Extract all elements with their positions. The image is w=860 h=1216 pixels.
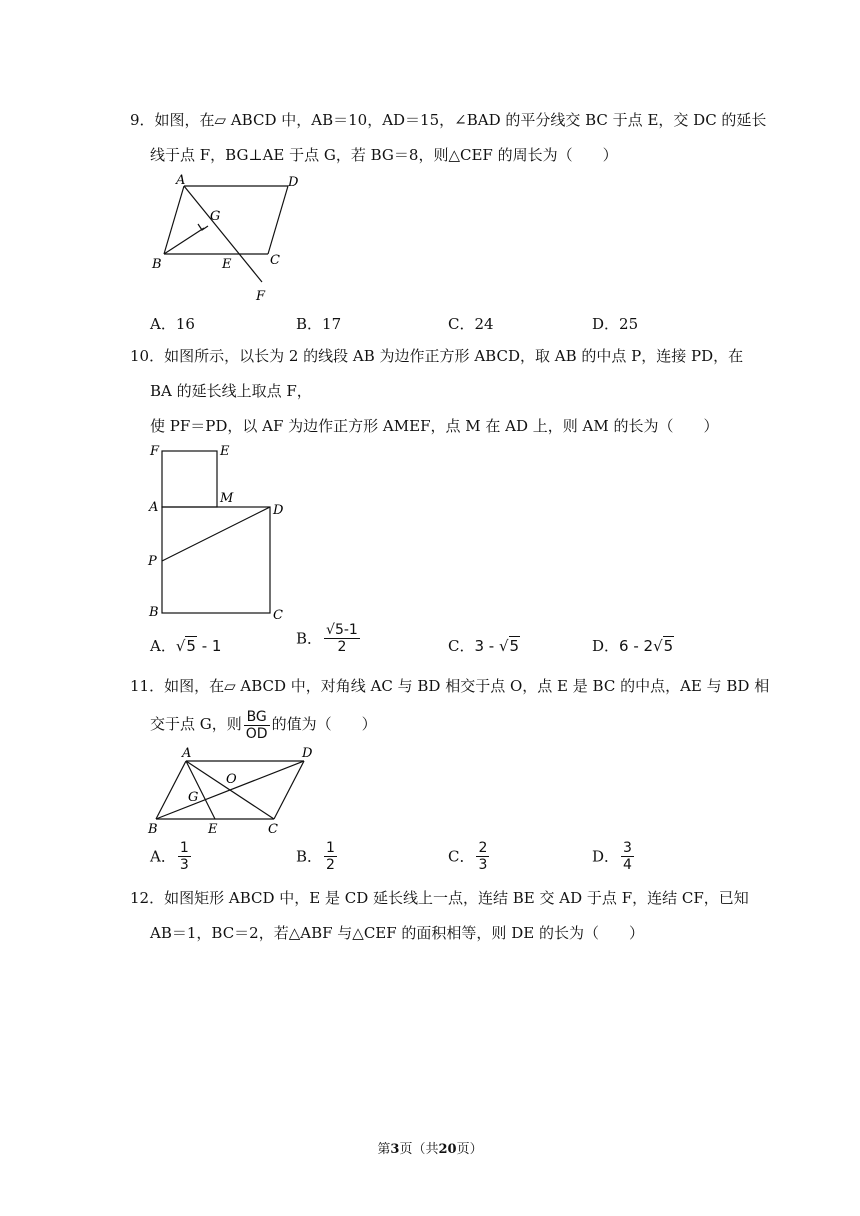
q11-option-d-denominator: 4 bbox=[623, 857, 632, 873]
q10-option-b-numerator-rest: -1 bbox=[343, 622, 358, 638]
q10-figure bbox=[140, 440, 300, 625]
q11-option-a-numerator: 1 bbox=[179, 840, 189, 856]
q11-option-c-prefix: C． bbox=[448, 847, 475, 866]
q11-option-b-denominator: 2 bbox=[326, 857, 335, 873]
q10-label-C: C bbox=[273, 608, 283, 623]
q11-label-C: C bbox=[268, 822, 278, 837]
q11-option-d-numerator: 3 bbox=[623, 840, 632, 856]
q10-label-F: F bbox=[150, 444, 160, 459]
q11-option-b-numerator: 1 bbox=[326, 840, 335, 856]
q11-label-G: G bbox=[188, 790, 199, 805]
q10-label-P: P bbox=[148, 554, 157, 569]
q10-option-b-radicand: 5 bbox=[334, 622, 344, 638]
q12-text-line2: AB＝1，BC＝2，若△ABF 与△CEF 的面积相等，则 DE 的长为（ ） bbox=[150, 924, 644, 942]
q9-option-b: B．17 bbox=[296, 315, 342, 333]
q10-option-d bbox=[592, 636, 674, 656]
q10-label-A: A bbox=[149, 500, 159, 515]
q11-fraction-numerator: BG bbox=[244, 709, 270, 726]
page-footer bbox=[0, 1138, 860, 1157]
q9-label-G: G bbox=[210, 209, 221, 224]
footer-mid: 页（共 bbox=[399, 1142, 439, 1157]
q11-fraction-bg-od bbox=[244, 709, 270, 742]
q10-text-line2: BA 的延长线上取点 F， bbox=[150, 382, 312, 400]
q10-option-b-fraction: $\frac{√5-1}{2}$ bbox=[326, 622, 358, 655]
q10-option-c-radical: √5 bbox=[498, 637, 520, 655]
q10-text-line3: 使 PF＝PD，以 AF 为边作正方形 AMEF，点 M 在 AD 上，则 AM 的长为（ ） bbox=[150, 417, 719, 435]
q9-option-c: C．24 bbox=[448, 315, 494, 333]
q10-option-b bbox=[296, 622, 362, 655]
q10-option-c-radicand: 5 bbox=[509, 637, 520, 655]
footer-page-number: 3 bbox=[390, 1142, 400, 1157]
q10-option-a-radical: √5 bbox=[175, 637, 196, 655]
q9-label-F: F bbox=[256, 289, 266, 304]
footer-pre: 第 bbox=[377, 1142, 391, 1157]
q10-option-b-denominator: 2 bbox=[337, 639, 347, 655]
q11-text-line2-post: 的值为（ ） bbox=[271, 715, 377, 733]
q9-label-D: D bbox=[288, 175, 299, 190]
q10-option-d-radicand: 5 bbox=[663, 637, 674, 655]
q10-label-E: E bbox=[220, 444, 230, 459]
q11-option-a-fraction bbox=[178, 840, 191, 873]
q11-option-b bbox=[296, 840, 339, 873]
q9-label-C: C bbox=[270, 253, 280, 268]
q11-text-line2 bbox=[150, 706, 377, 742]
q10-text-line1: 10．如图所示，以长为 2 的线段 AB 为边作正方形 ABCD，取 AB 的中点 P，连接 PD，在 bbox=[130, 347, 744, 365]
q10-option-c bbox=[448, 636, 520, 656]
q12-text-line1: 12．如图矩形 ABCD 中，E 是 CD 延长线上一点，连结 BE 交 AD 于点 F，连结 CF，已知 bbox=[130, 889, 749, 907]
q10-option-c-pre: 3 - bbox=[474, 637, 499, 655]
q10-option-d-pre: 6 - 2 bbox=[619, 637, 654, 655]
q11-option-a-denominator: 3 bbox=[179, 857, 189, 873]
q11-option-d bbox=[592, 840, 636, 873]
q10-option-d-radical: √5 bbox=[653, 637, 674, 655]
q9-option-d: D．25 bbox=[592, 315, 639, 333]
q10-option-d-prefix: D． bbox=[592, 637, 620, 655]
q10-option-a-prefix: A． bbox=[150, 637, 176, 655]
q10-option-a-suffix: - 1 bbox=[196, 637, 222, 655]
q11-option-c bbox=[448, 840, 491, 873]
q11-option-c-numerator: 2 bbox=[478, 840, 488, 856]
q11-figure bbox=[140, 745, 330, 840]
footer-post: 页） bbox=[456, 1142, 483, 1157]
q11-label-E: E bbox=[208, 822, 218, 837]
q11-option-c-denominator: 3 bbox=[478, 857, 488, 873]
q10-label-D: D bbox=[273, 503, 284, 518]
q11-option-d-fraction bbox=[621, 840, 634, 873]
q11-option-d-prefix: D． bbox=[592, 847, 620, 866]
q11-text-line2-pre: 交于点 G，则 bbox=[150, 715, 242, 733]
q9-figure bbox=[140, 170, 310, 310]
q9-text-line1: 9．如图，在▱ ABCD 中，AB＝10，AD＝15，∠BAD 的平分线交 BC 于点 E，交 DC 的延长 bbox=[130, 111, 767, 129]
q11-label-B: B bbox=[148, 822, 158, 837]
q11-fraction-denominator: OD bbox=[245, 725, 268, 742]
q11-option-b-fraction bbox=[324, 840, 337, 873]
q11-option-c-fraction bbox=[476, 840, 489, 873]
footer-total-pages: 20 bbox=[438, 1142, 457, 1157]
q10-option-c-prefix: C． bbox=[448, 637, 475, 655]
q11-option-b-prefix: B． bbox=[296, 847, 323, 866]
q10-label-B: B bbox=[149, 605, 159, 620]
q11-text-line1: 11．如图，在▱ ABCD 中，对角线 AC 与 BD 相交于点 O，点 E 是 BC 的中点，AE 与 BD 相 bbox=[130, 677, 770, 695]
q11-option-a-prefix: A． bbox=[150, 847, 176, 866]
q9-label-B: B bbox=[152, 257, 162, 272]
q11-option-a bbox=[150, 840, 193, 873]
q10-option-b-prefix: B． bbox=[296, 629, 323, 648]
q11-label-A: A bbox=[182, 746, 192, 761]
q9-label-A: A bbox=[176, 173, 186, 188]
q9-option-a: A．16 bbox=[150, 315, 195, 333]
q9-text-line2: 线于点 F，BG⊥AE 于点 G，若 BG＝8，则△CEF 的周长为（ ） bbox=[150, 146, 618, 164]
q10-option-a-radicand: 5 bbox=[186, 637, 196, 655]
q11-label-D: D bbox=[302, 746, 313, 761]
q11-label-O: O bbox=[226, 772, 237, 787]
q10-label-M: M bbox=[220, 491, 234, 506]
q10-option-a bbox=[150, 636, 221, 656]
q9-label-E: E bbox=[222, 257, 232, 272]
